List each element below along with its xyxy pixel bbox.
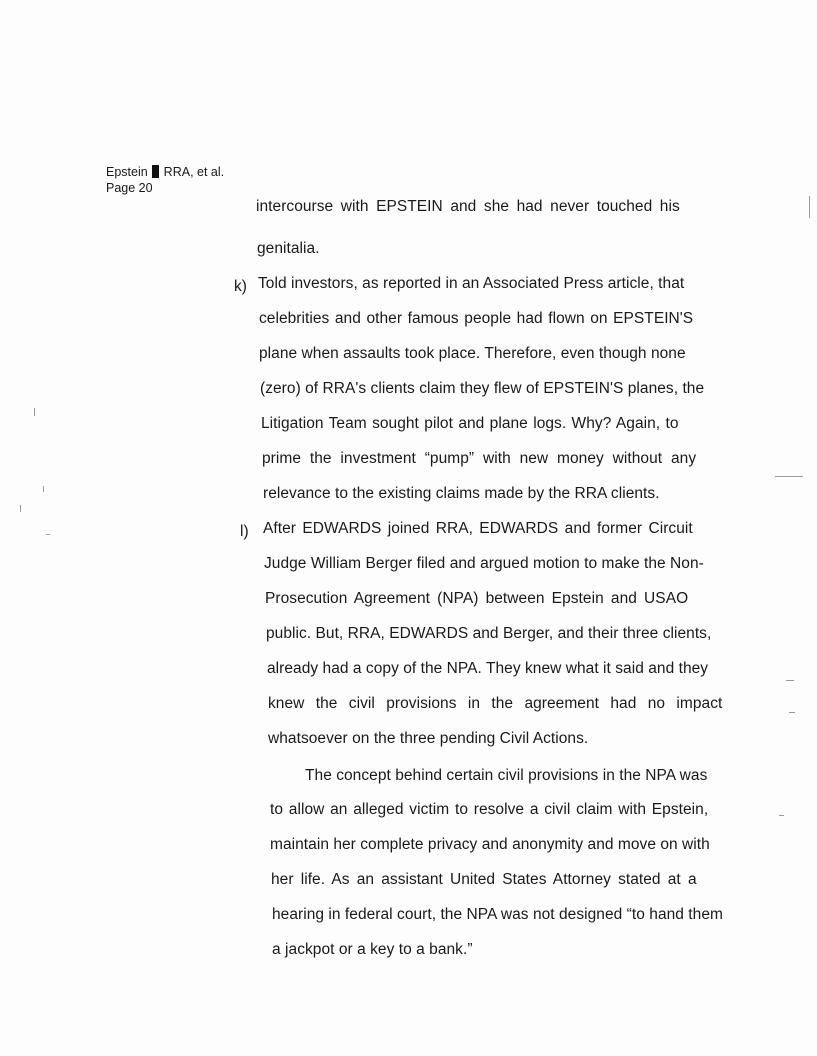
text-line: Litigation Team sought pilot and plane logs. Why? Again, to	[261, 415, 679, 432]
text-line: After EDWARDS joined RRA, EDWARDS and former Circuit	[263, 520, 693, 537]
list-marker-l: l)	[240, 523, 249, 540]
redaction-mark	[152, 165, 159, 178]
case-caption	[106, 164, 224, 180]
page-header	[106, 164, 224, 196]
text-line: celebrities and other famous people had flown on EPSTEIN'S	[259, 310, 694, 327]
scan-speck	[779, 815, 784, 816]
list-marker-k: k)	[234, 278, 247, 295]
text-line: intercourse with EPSTEIN and she had never touched his	[256, 198, 680, 215]
text-line: whatsoever on the three pending Civil Actions.	[268, 730, 589, 747]
text-line: public. But, RRA, EDWARDS and Berger, and their three clients,	[266, 625, 712, 642]
text-line: relevance to the existing claims made by the RRA clients.	[263, 485, 660, 502]
text-line: genitalia.	[257, 240, 320, 257]
scan-speck	[20, 505, 21, 512]
scan-speck	[775, 476, 803, 477]
scan-speck	[34, 408, 35, 416]
text-line: Told investors, as reported in an Associated Press article, that	[258, 275, 685, 292]
page-number: Page 20	[106, 181, 153, 195]
text-line: Judge William Berger filed and argued motion to make the Non-	[264, 555, 704, 572]
text-line: already had a copy of the NPA. They knew what it said and they	[267, 660, 709, 677]
text-line: to allow an alleged victim to resolve a civil claim with Epstein,	[270, 801, 709, 818]
text-line: maintain her complete privacy and anonymity and move on with	[270, 836, 710, 853]
scan-speck	[809, 196, 810, 218]
text-line: Prosecution Agreement (NPA) between Epstein and USAO	[265, 590, 689, 607]
scan-speck	[789, 712, 795, 713]
text-line: (zero) of RRA's clients claim they flew of EPSTEIN'S planes, the	[260, 380, 705, 397]
caption-name-right: RRA, et al.	[163, 165, 225, 179]
scan-speck	[43, 486, 44, 492]
text-line: hearing in federal court, the NPA was not designed “to hand them	[272, 906, 723, 923]
text-line: prime the investment “pump” with new money without any	[262, 450, 697, 467]
text-line: knew the civil provisions in the agreement had no impact	[268, 695, 723, 712]
text-line: a jackpot or a key to a bank.”	[272, 941, 473, 958]
caption-name-left: Epstein	[106, 165, 148, 179]
scan-speck	[46, 534, 50, 535]
scan-speck	[786, 680, 794, 681]
text-line: her life. As an assistant United States Attorney stated at a	[271, 871, 697, 888]
text-line: plane when assaults took place. Therefore, even though none	[259, 345, 686, 362]
text-line: The concept behind certain civil provisions in the NPA was	[305, 767, 708, 784]
